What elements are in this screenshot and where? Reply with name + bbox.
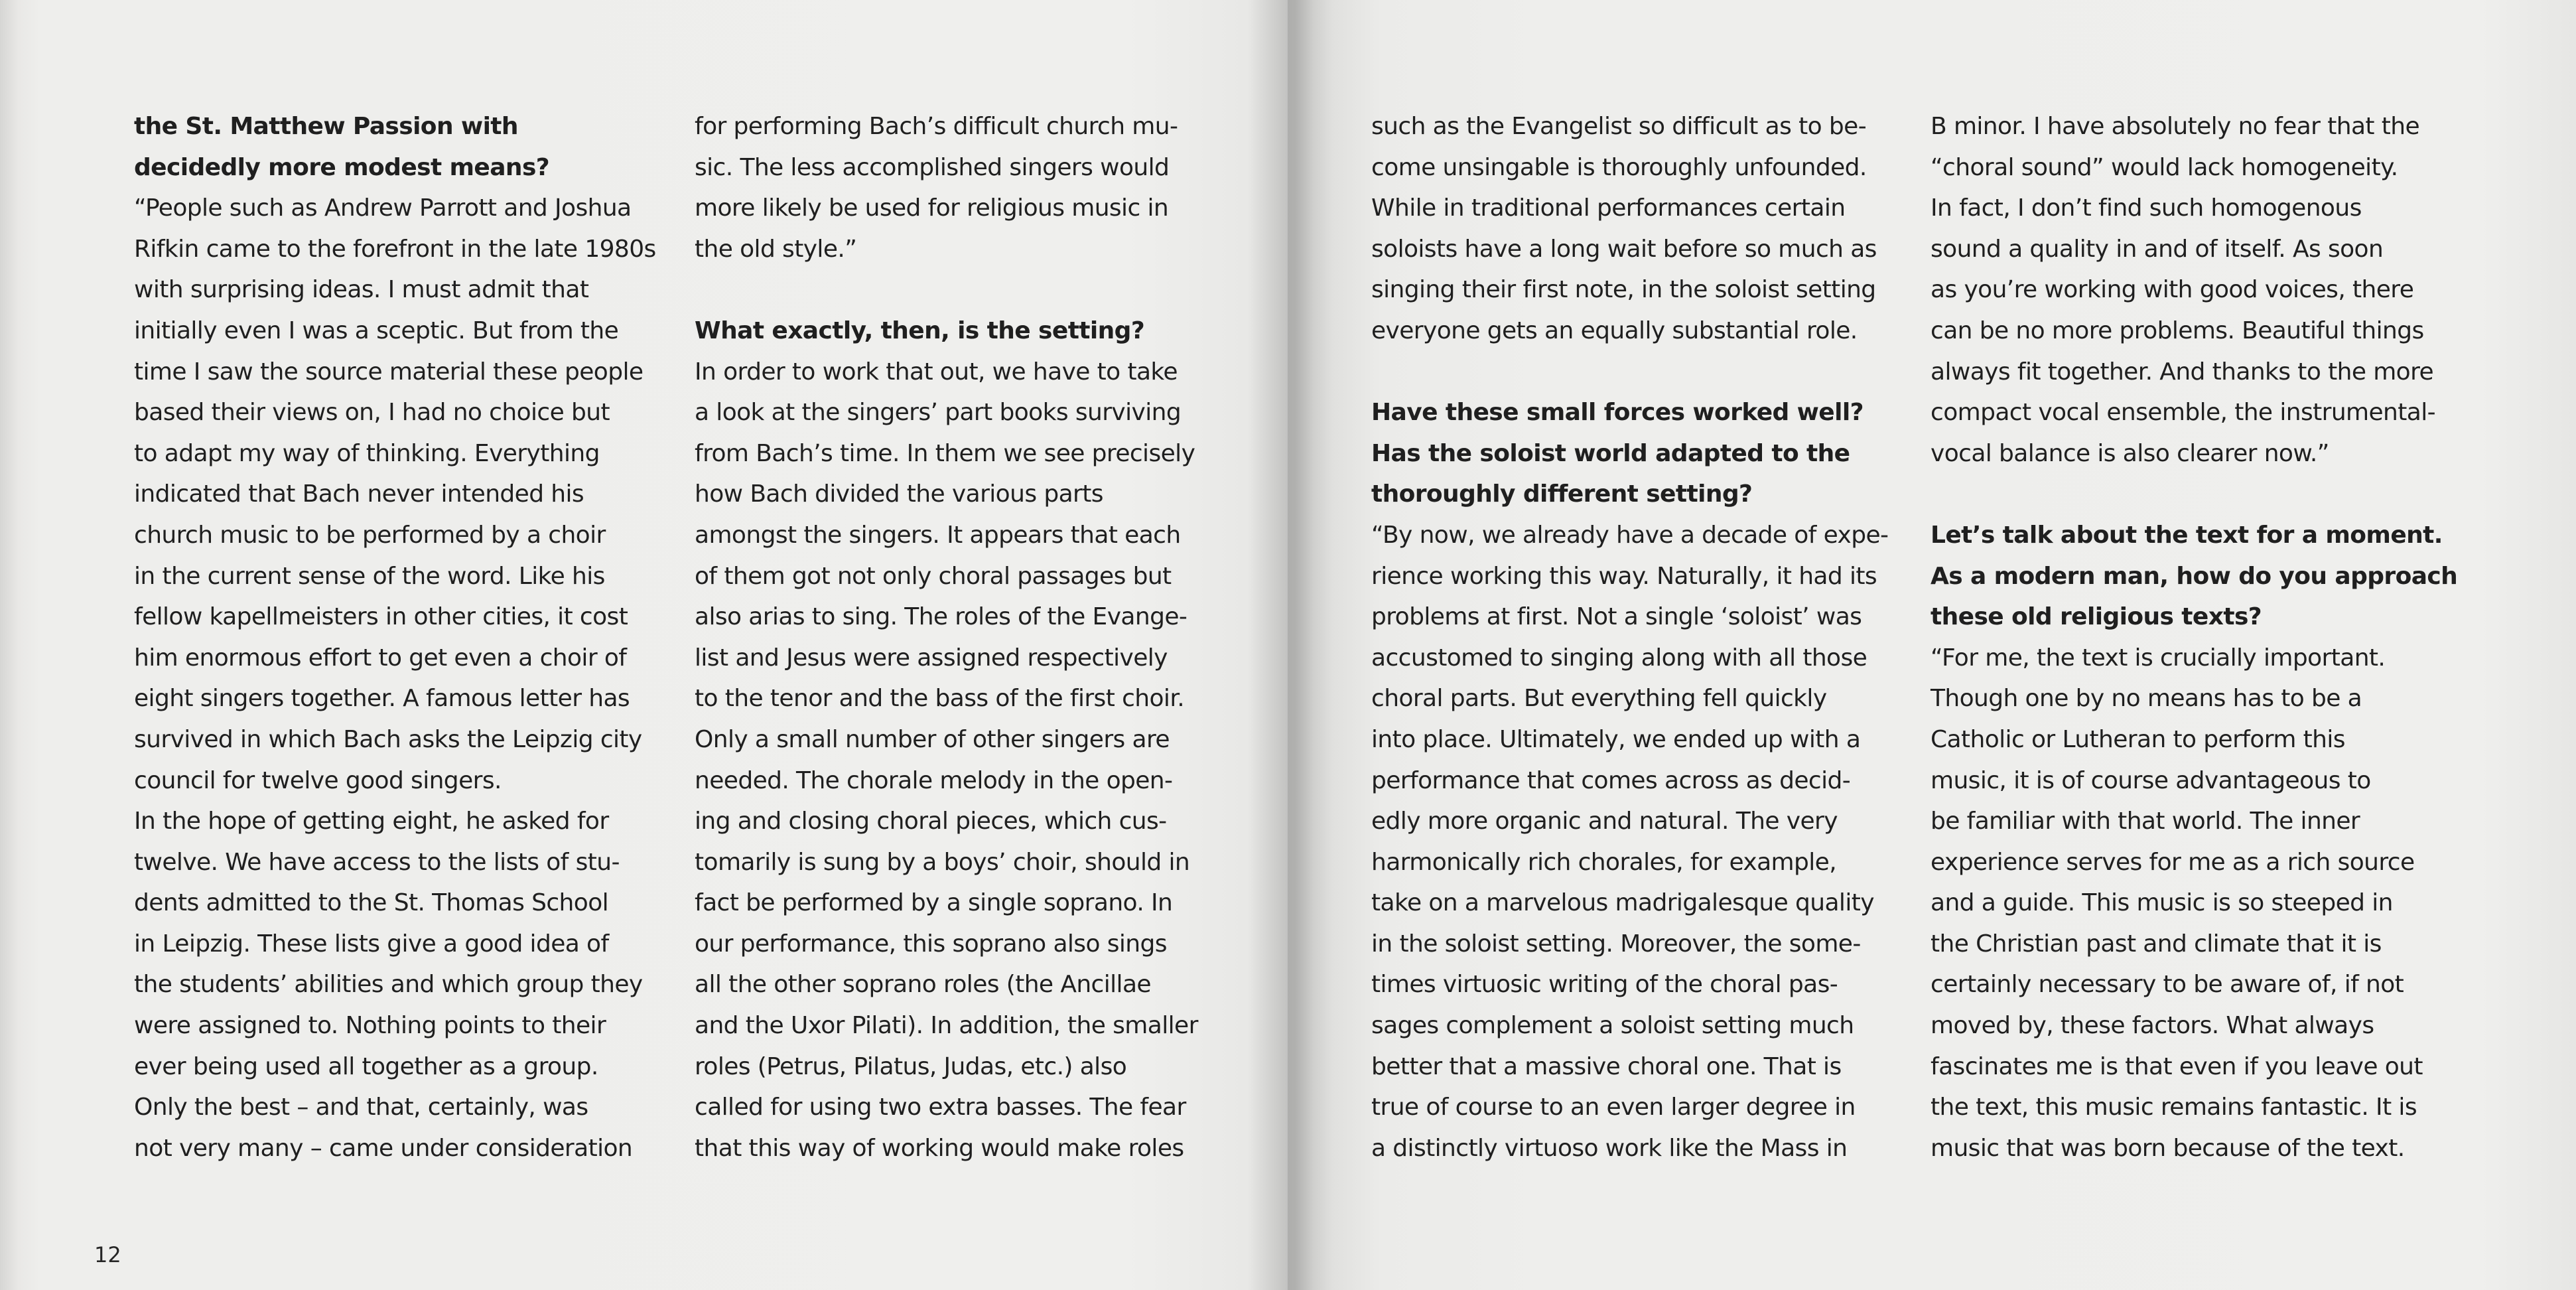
interview-answer: In order to work that out, we have to take a look at the singers’ part books surviving from Bach’s time. In them we see precisely how Bach divided the various parts amongst the singers. It appears that each of them got not only choral passages but also arias to sing. The roles of the Evange- list and Jesus were assigned respectively to the tenor and the bass of the first choir. Only a small number of other singers are needed. The chorale melody in the open- ing and closing choral pieces, which cus- tomarily is sung by a boys’ choir, should in fact be performed by a single soprano. In our performance, this soprano also sings all the other soprano roles (the Ancillae and the Uxor Pilati). In addition, the smaller roles (Petrus, Pilatus, Judas, etc.) also called for using two extra basses. The fear that this way of working would make roles (695, 358, 1198, 1162)
interview-answer-continued: for performing Bach’s difficult church mu- sic. The less accomplished singers would more likely be used for religious music in the old style.” (695, 113, 1178, 263)
interview-question: What exactly, then, is the setting? (695, 317, 1145, 344)
interview-answer: “For me, the text is crucially important. Though one by no means has to be a Catholic or Lutheran to perform this music, it is of course advantageous to be familiar with that world. The inner experience serves for me as a rich source and a guide. This music is so steeped in the Christian past and climate that it is certainly necessary to be aware of, if not moved by, these factors. What always fascinates me is that even if you leave out the text, this music remains fantastic. It is music that was born because of the text. (1931, 644, 2423, 1162)
paragraph-gap (1371, 352, 1902, 393)
left-page-column-2 (695, 106, 1225, 1169)
interview-question: the St. Matthew Passion with decidedly more modest means? (134, 113, 550, 181)
page-number: 12 (94, 1242, 121, 1267)
right-page-column-1 (1371, 106, 1902, 1169)
interview-question: Have these small forces worked well? Has the soloist world adapted to the thoroughly different setting? (1371, 399, 1864, 508)
paragraph-gap (1931, 474, 2461, 515)
interview-answer: “By now, we already have a decade of expe- rience working this way. Naturally, it had its problems at first. Not a single ‘soloist’ was accustomed to singing along with all those choral parts. But everything fell quickly into place. Ultimately, we ended up with a performance that comes across as decid- edly more organic and natural. The very harmonically rich chorales, for example, take on a marvelous madrigalesque quality in the soloist setting. Moreover, the some- times virtuosic writing of the choral pas- sages complement a soloist setting much better that a massive choral one. That is true of course to an even larger degree in a distinctly virtuoso work like the Mass in (1371, 521, 1889, 1162)
paragraph-gap (695, 269, 1225, 311)
right-page (1288, 0, 2576, 1290)
interview-answer-continued: B minor. I have absolutely no fear that the “choral sound” would lack homogeneity. In fact, I don’t find such homogenous sound a quality in and of itself. As soon as you’re working with good voices, there can be no more problems. Beautiful things always fit together. And thanks to the more compact vocal ensemble, the instrumental- vocal balance is also clearer now.” (1931, 113, 2436, 467)
left-page-column-1 (134, 106, 665, 1169)
interview-question: Let’s talk about the text for a moment. As a modern man, how do you approach these old religious texts? (1931, 521, 2458, 631)
interview-answer: “People such as Andrew Parrott and Joshua Rifkin came to the forefront in the late 1980s with surprising ideas. I must admit that initially even I was a sceptic. But from the time I saw the source material these people based their views on, I had no choice but to adapt my way of thinking. Everything indicated that Bach never intended his church music to be performed by a choir in the current sense of the word. Like his fellow kapellmeisters in other cities, it cost him enormous effort to get even a choir of eight singers together. A famous letter has survived in which Bach asks the Leipzig city council for twelve good singers. In the hope of getting eight, he asked for twelve. We have access to the lists of stu- dents admitted to the St. Thomas School in Leipzig. These lists give a good idea of the students’ abilities and which group they were assigned to. Nothing points to their ever being used all together as a group. Only the best – and that, certainly, was not very many – came under consideration (134, 194, 656, 1162)
interview-answer-continued: such as the Evangelist so difficult as to be- come unsingable is thoroughly unfounded. While in traditional performances certain soloists have a long wait before so much as singing their first note, in the soloist setting everyone gets an equally substantial role. (1371, 113, 1877, 344)
right-page-column-2 (1931, 106, 2461, 1169)
